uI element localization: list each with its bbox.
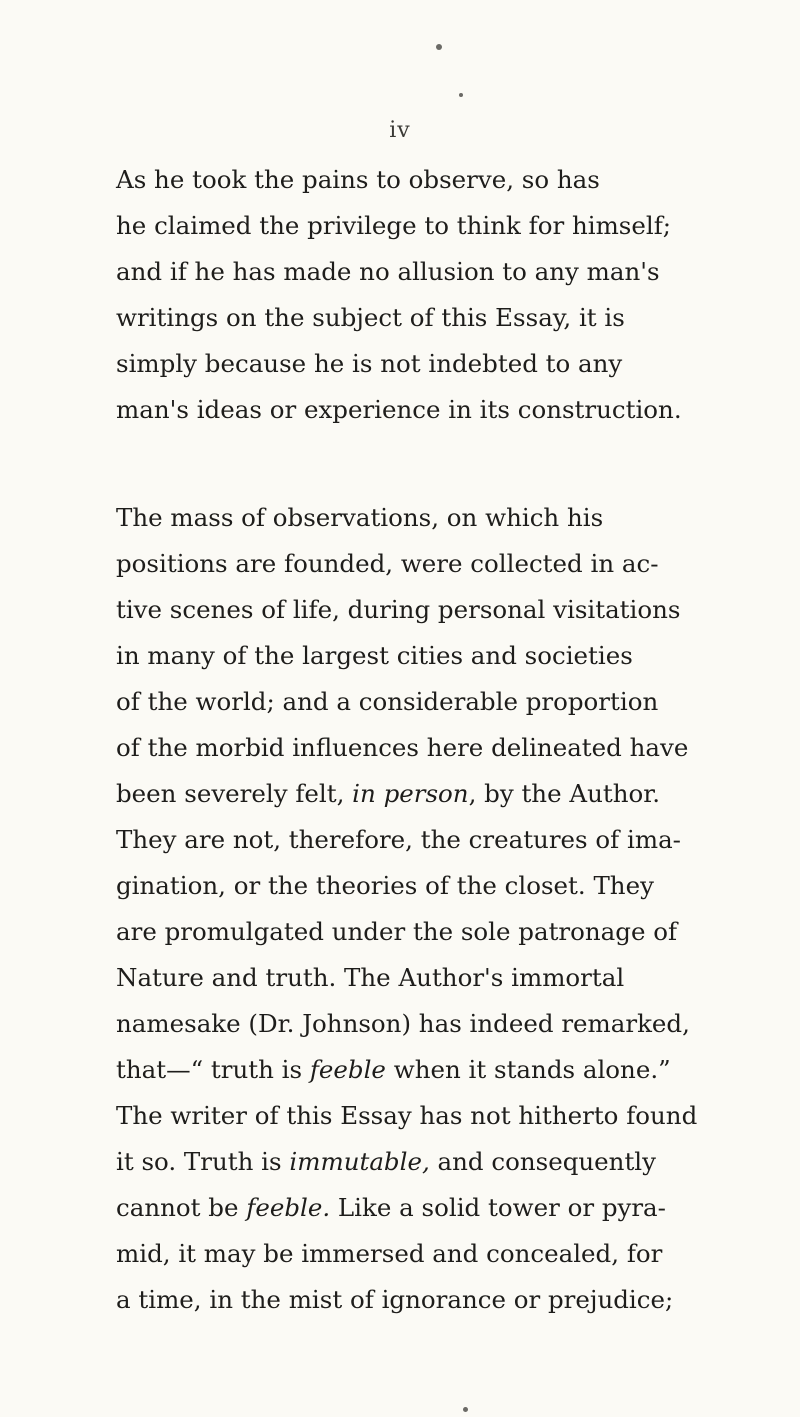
line-text: when it stands alone.” bbox=[385, 1055, 671, 1084]
paragraph-line bbox=[116, 1139, 716, 1185]
page-number: iv bbox=[389, 118, 411, 143]
ink-speck bbox=[459, 93, 463, 97]
paragraph-line: As he took the pains to observe, so has bbox=[116, 165, 600, 194]
paragraph-line: of the morbid influences here delineated have bbox=[116, 733, 689, 762]
paragraph-line bbox=[116, 771, 716, 817]
paragraph-line: They are not, therefore, the creatures of ima- bbox=[116, 825, 681, 854]
ink-speck bbox=[463, 1407, 468, 1412]
line-text: , by the Author. bbox=[468, 779, 661, 808]
line-text: Like a solid tower or pyra- bbox=[330, 1193, 666, 1222]
paragraph-2 bbox=[116, 495, 716, 1323]
paragraph-line: a time, in the mist of ignorance or prejudice; bbox=[116, 1285, 674, 1314]
paragraph-line: The mass of observations, on which his bbox=[116, 503, 604, 532]
paragraph-line: Nature and truth. The Author's immortal bbox=[116, 963, 625, 992]
paragraph-line: tive scenes of life, during personal visitations bbox=[116, 595, 681, 624]
paragraph-line: of the world; and a considerable proportion bbox=[116, 687, 659, 716]
paragraph-line: in many of the largest cities and societies bbox=[116, 641, 633, 670]
paragraph-line: he claimed the privilege to think for himself; bbox=[116, 211, 672, 240]
paragraph-line bbox=[116, 1047, 716, 1093]
line-text: been severely felt, bbox=[116, 779, 353, 808]
paragraph-line: The writer of this Essay has not hitherto found bbox=[116, 1101, 698, 1130]
paragraph-line: mid, it may be immersed and concealed, for bbox=[116, 1239, 663, 1268]
paragraph-line: and if he has made no allusion to any man's bbox=[116, 257, 660, 286]
paragraph-line: are promulgated under the sole patronage of bbox=[116, 917, 678, 946]
line-text: cannot be bbox=[116, 1193, 247, 1222]
paragraph-line: man's ideas or experience in its construction. bbox=[116, 395, 682, 424]
paragraph-line bbox=[116, 1185, 716, 1231]
emphasis-text: feeble. bbox=[246, 1193, 331, 1222]
line-text: and consequently bbox=[429, 1147, 656, 1176]
paragraph-line: simply because he is not indebted to any bbox=[116, 349, 623, 378]
emphasis-text: feeble bbox=[309, 1055, 386, 1084]
emphasis-text: in person bbox=[352, 779, 469, 808]
paragraph-line: gination, or the theories of the closet. They bbox=[116, 871, 654, 900]
emphasis-text: immutable, bbox=[289, 1147, 430, 1176]
paragraph-line: writings on the subject of this Essay, it is bbox=[116, 303, 625, 332]
line-text: that—“ truth is bbox=[116, 1055, 310, 1084]
ink-speck bbox=[436, 44, 442, 50]
paragraph-line: positions are founded, were collected in ac- bbox=[116, 549, 659, 578]
paragraph-line: namesake (Dr. Johnson) has indeed remarked, bbox=[116, 1009, 690, 1038]
paragraph-1 bbox=[116, 157, 716, 433]
line-text: it so. Truth is bbox=[116, 1147, 290, 1176]
